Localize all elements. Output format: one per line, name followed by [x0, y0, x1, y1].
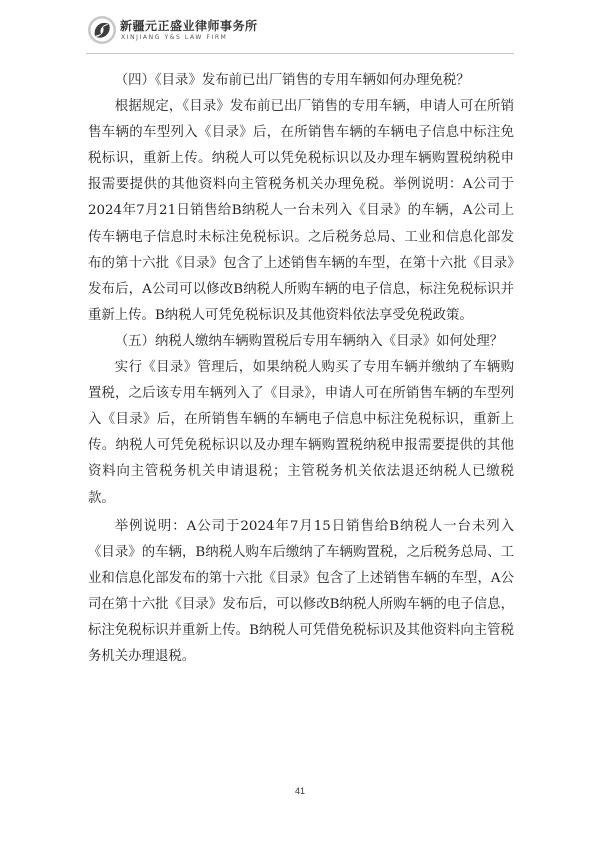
page-header	[86, 14, 526, 54]
body-paragraph: 实行《目录》管理后，如果纳税人购买了专用车辆并缴纳了车辆购置税，之后该专用车辆列入了《目录》，申请人可在所销售车辆的车型列入《目录》后，在所销售车辆的车辆电子信息中标注免税标识，重新上传。纳税人可凭免税标识以及办理车辆购置税纳税申报需要提供的其他资料向主管税务机关申请退税；主管税务机关依法退还纳税人已缴税款。	[88, 360, 514, 506]
firm-logo-icon	[86, 14, 118, 46]
firm-name-en: XINJIANG Y&S LAW FIRM	[121, 34, 228, 41]
document-body	[88, 68, 514, 670]
firm-name-cn: 新疆元正盛业律师事务所	[120, 19, 258, 33]
section-heading-4: （四）《目录》发布前已出厂销售的专用车辆如何办理免税？	[114, 73, 470, 88]
section-heading-5: （五）纳税人缴纳车辆购置税后专用车辆纳入《目录》如何处理？	[114, 333, 504, 349]
body-paragraph: 根据规定，《目录》发布前已出厂销售的专用车辆，申请人可在所销售车辆的车型列入《目录》后，在所销售车辆的车辆电子信息中标注免税标识，重新上传。纳税人可以凭免税标识以及办理车辆购置税纳税申报需要提供的其他资料向主管税务机关办理免税。举例说明：A公司于2024年7月21日销售给B纳税人一台未列入《目录》的车辆，A公司上传车辆电子信息时未标注免税标识。之后税务总局、工业和信息化部发布的第十六批《目录》包含了上述销售车辆的车型，在第十六批《目录》发布后，A公司可以修改B纳税人所购车辆的电子信息，标注免税标识并重新上传。B纳税人可凭免税标识及其他资料依法享受免税政策。	[88, 99, 514, 323]
header-divider	[86, 53, 514, 54]
page-number: 41	[294, 786, 305, 796]
body-paragraph: 举例说明：A公司于2024年7月15日销售给B纳税人一台未列入《目录》的车辆，B纳税人购车后缴纳了车辆购置税，之后税务总局、工业和信息化部发布的第十六批《目录》包含了上述销售车辆的车型，A公司在第十六批《目录》发布后，可以修改B纳税人所购车辆的电子信息，标注免税标识并重新上传。B纳税人可凭借免税标识及其他资料向主管税务机关办理退税。	[88, 518, 514, 665]
